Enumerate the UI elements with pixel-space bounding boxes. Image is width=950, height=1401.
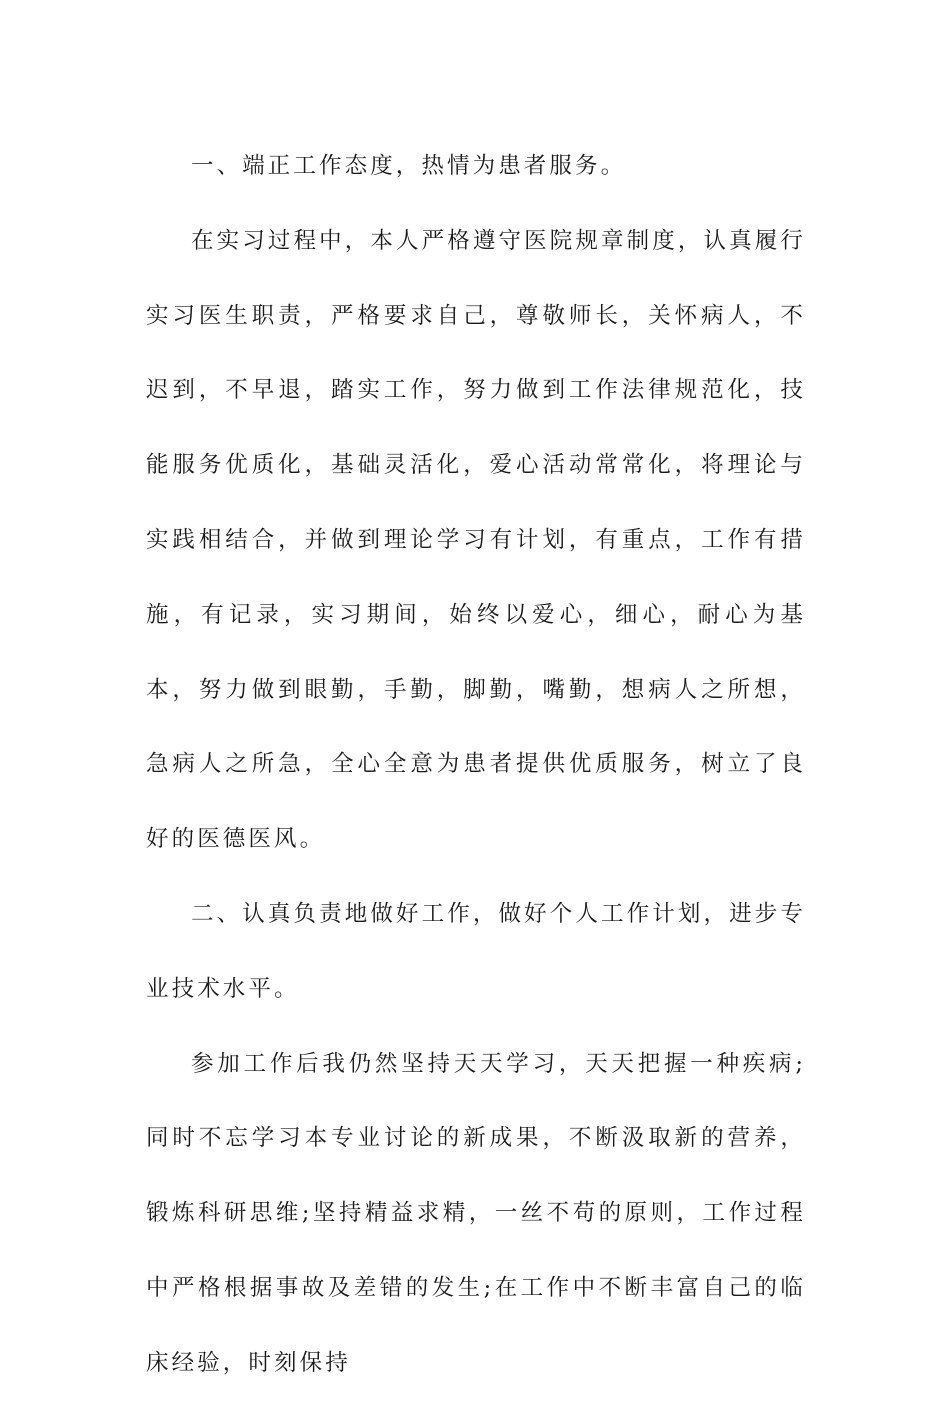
document-body: [146, 129, 806, 1401]
paragraph-two: 参加工作后我仍然坚持天天学习，天天把握一种疾病;同时不忘学习本专业讨论的新成果，不断汲取新的营养，锻炼科研思维;坚持精益求精，一丝不苟的原则，工作过程中严格根据事故及差错的发生;在工作中不断丰富自己的临床经验，时刻保持: [146, 1050, 806, 1376]
heading-one: 一、端正工作态度，热情为患者服务。: [191, 153, 627, 179]
paragraph-one: 在实习过程中，本人严格遵守医院规章制度，认真履行实习医生职责，严格要求自己，尊敬师长，关怀病人，不迟到，不早退，踏实工作，努力做到工作法律规范化，技能服务优质化，基础灵活化，爱心活动常常化，将理论与实践相结合，并做到理论学习有计划，有重点，工作有措施，有记录，实习期间，始终以爱心，细心，耐心为基本，努力做到眼勤，手勤，脚勤，嘴勤，想病人之所想，急病人之所急，全心全意为患者提供优质服务，树立了良好的医德医风。: [146, 227, 806, 853]
heading-two: 二、认真负责地做好工作，做好个人工作计划，进步专业技术水平。: [146, 900, 806, 1002]
